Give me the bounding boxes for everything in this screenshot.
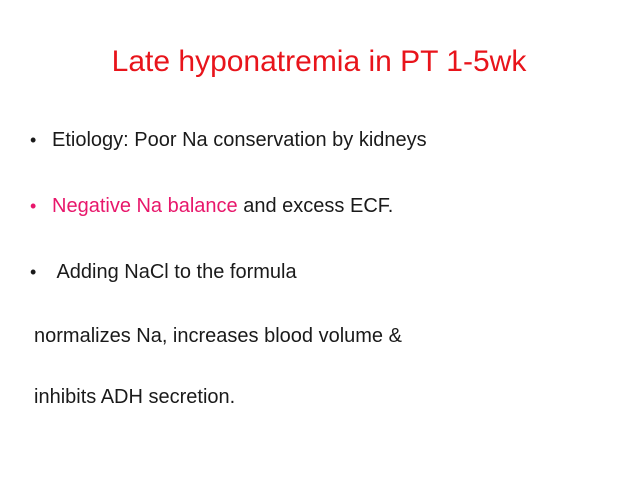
bullet-icon: • [30, 262, 37, 282]
slide-title: Late hyponatremia in PT 1-5wk [111, 45, 527, 78]
continuation-line: inhibits ADH secretion. [34, 386, 236, 408]
bullet-text: Adding NaCl to the formula [52, 261, 297, 283]
bullet-text: Etiology: Poor Na conservation by kidneys [52, 129, 427, 151]
bullet-item-negative-balance [30, 193, 393, 219]
bullet-text: and excess ECF. [237, 195, 394, 217]
highlight-text: Negative Na balance [52, 195, 238, 217]
bullet-icon: • [30, 130, 37, 150]
bullet-item-nacl [30, 259, 297, 285]
continuation-line: normalizes Na, increases blood volume & [34, 325, 402, 347]
bullet-icon: • [30, 196, 37, 216]
bullet-item-etiology [30, 127, 427, 153]
